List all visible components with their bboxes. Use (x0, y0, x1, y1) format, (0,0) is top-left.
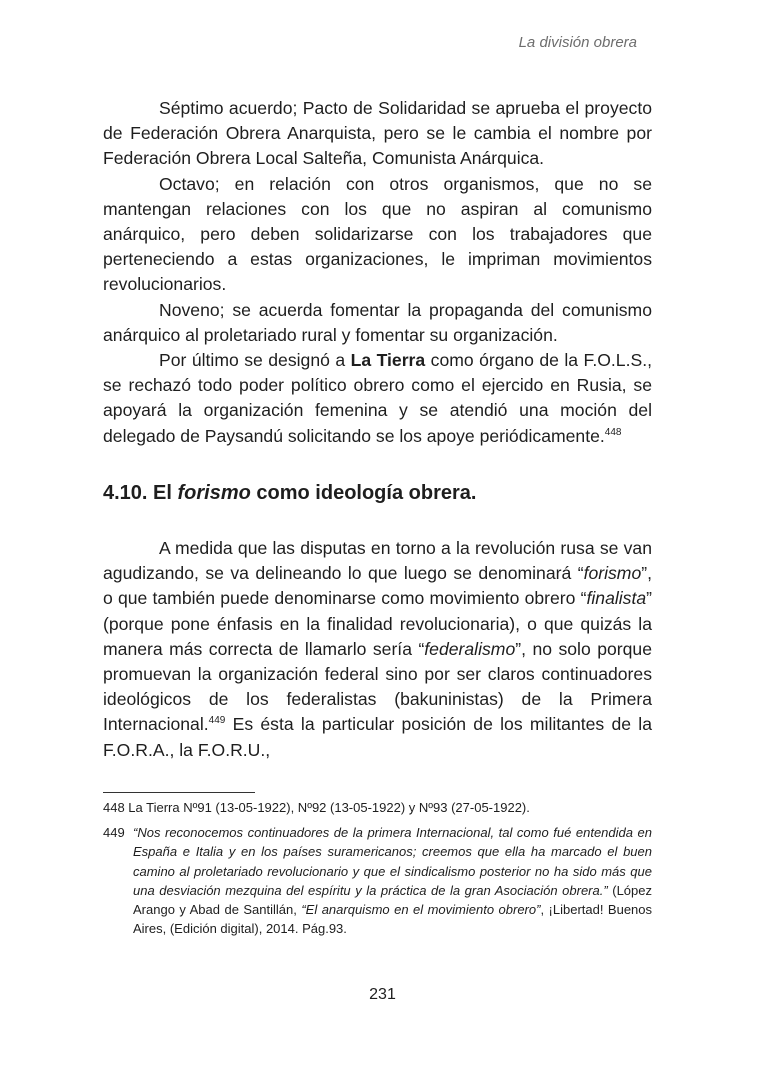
footnote-449 (103, 823, 652, 938)
footnote-448: 448 La Tierra Nº91 (13-05-1922), Nº92 (13-05-1922) y Nº93 (27-05-1922). (103, 800, 530, 815)
text-segment: A medida que las disputas en torno a la revolución rusa se van agudizando, se va delineando lo que luego se denominará “ (103, 538, 652, 584)
paragraph-octavo: Octavo; en relación con otros organismos, que no se mantengan relaciones con los que no aspiran al comunismo anárquico, pero deben solidarizarse con los trabajadores que perteneciendo a estas organizaciones, le impriman movimientos revolucionarios. (103, 173, 652, 295)
footnote-ref-449[interactable]: 449 (208, 715, 226, 727)
running-head: La división obrera (518, 34, 637, 51)
text-segment: como órgano de la F.O.L.S., se rechazó todo poder político obrero como el ejercido en Rusia, se apoyará la organización femenina y se atendió una moción del delegado de Paysandú solicitando se los apoye periódicamente. (103, 350, 652, 446)
footnotes (103, 798, 652, 938)
text-segment: ”, o que también puede denominarse como movimiento obrero “ (103, 563, 652, 609)
text-segment: (López Arango y Abad de Santillán, (133, 882, 652, 918)
paragraph-septimo: Séptimo acuerdo; Pacto de Solidaridad se aprueba el proyecto de Federación Obrera Anarquista, pero se le cambia el nombre por Federación Obrera Local Salteña, Comunista Anárquica. (103, 98, 652, 169)
body-text-top (103, 96, 652, 449)
section-heading (103, 482, 476, 505)
text-segment: Es ésta la particular posición de los militantes de la F.O.R.A., la F.O.R.U., (103, 714, 652, 760)
text-segment: ” (porque pone énfasis en la finalidad revolucionaria), o que quizás la manera más correcta de llamarlo sería “ (103, 588, 652, 659)
heading-italic: forismo (177, 482, 251, 504)
bold-la-tierra: La Tierra (350, 350, 426, 371)
page-number: 231 (369, 986, 396, 1003)
footnote-text (133, 823, 652, 938)
body-text-bottom (103, 536, 652, 763)
footnote-number: 449 (103, 825, 125, 841)
footnote-ref-448[interactable]: 448 (604, 426, 622, 438)
text-segment: , ¡Libertad! Buenos Aires, (Edición digital), 2014. Pág.93. (133, 902, 653, 937)
paragraph-por-ultimo (103, 348, 652, 449)
italic-term: finalista (586, 588, 647, 609)
heading-part: 4.10. El (103, 482, 178, 504)
italic-term: federalismo (424, 638, 516, 659)
footnote-quote: “Nos reconocemos continuadores de la primera Internacional, tal como fué entendida en España e Italia y en los países suramericanos; creemos que ella ha marcado el buen camino al proletariado revolucionario y que el sindicalismo posterior no ha sido más que una desviación mezquina del espíritu y la práctica de la gran Asociación obrera.” (133, 825, 652, 898)
paragraph-noveno: Noveno; se acuerda fomentar la propaganda del comunismo anárquico al proletariado rural y fomentar su organización. (103, 299, 652, 345)
text-segment: ”, no solo porque promuevan la organización federal sino por ser claros continuadores ideológicos de los federalistas (bakuninistas) de la Primera Internacional. (103, 638, 652, 735)
footnote-divider (103, 792, 255, 793)
heading-part: como ideología obrera. (250, 482, 477, 504)
italic-term: forismo (583, 563, 642, 584)
paragraph-forismo (103, 536, 652, 763)
text-segment: Por último se designó a (159, 350, 351, 371)
footnote-title: “El anarquismo en el movimiento obrero” (301, 902, 541, 918)
